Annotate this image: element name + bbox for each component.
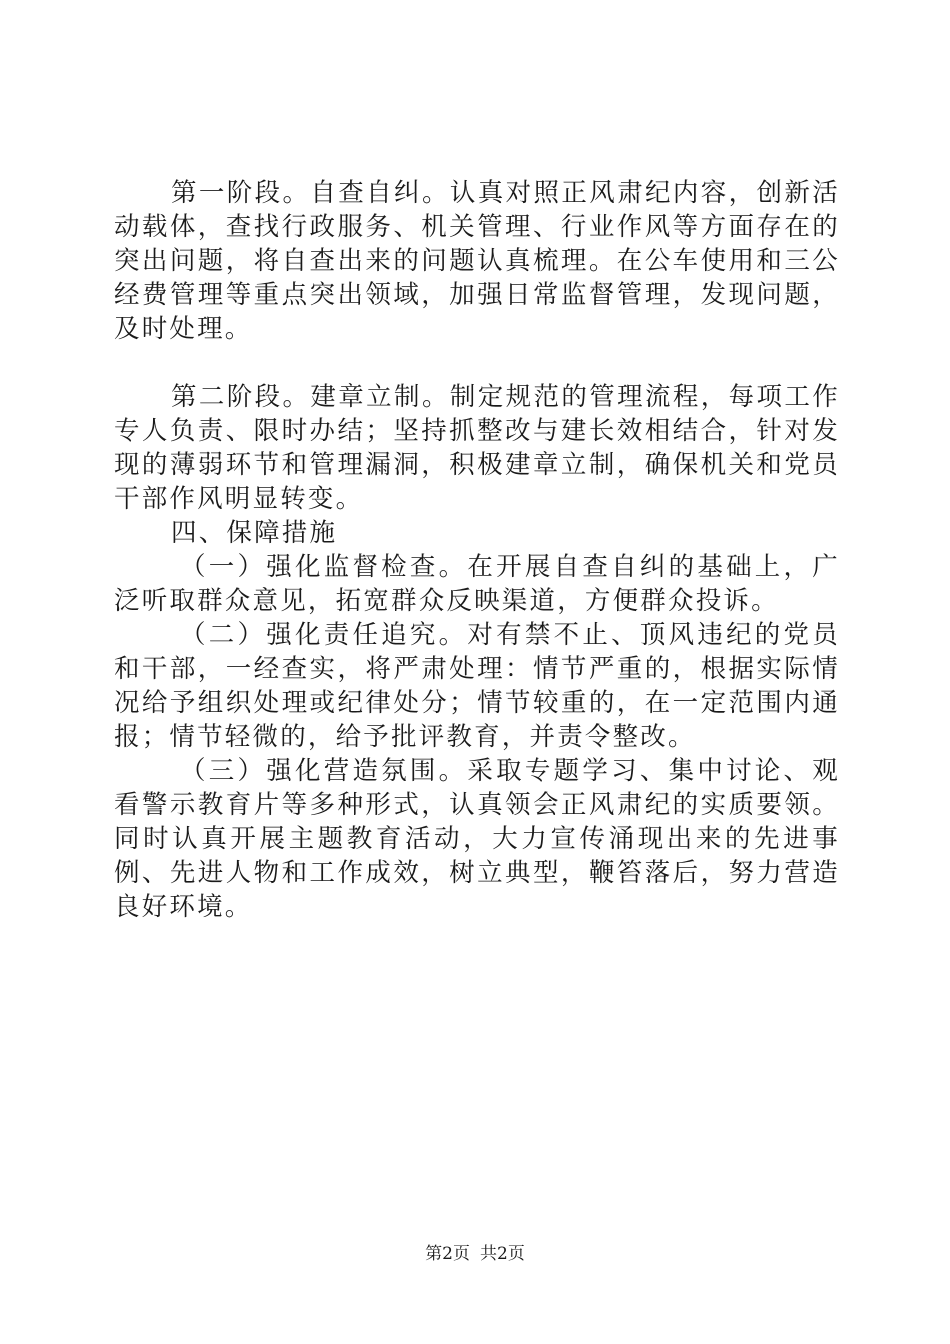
paragraph-stage-one: 第一阶段。自查自纠。认真对照正风肃纪内容，创新活动载体，查找行政服务、机关管理、行业作风等方面存在的突出问题，将自查出来的问题认真梳理。在公车使用和三公经费管理等重点突出领域，加强日常监督管理，发现问题，及时处理。 (114, 178, 840, 344)
paragraph-measure-one: （一）强化监督检查。在开展自查自纠的基础上，广泛听取群众意见，拓宽群众反映渠道，方便群众投诉。 (114, 552, 840, 616)
paragraph-measure-two: （二）强化责任追究。对有禁不止、顶风违纪的党员和干部，一经查实，将严肃处理：情节严重的，根据实际情况给予组织处理或纪律处分；情节较重的，在一定范围内通报；情节轻微的，给予批评教育，并责令整改。 (114, 620, 840, 752)
section-heading-safeguards: 四、保障措施 (171, 518, 338, 548)
document-body (114, 176, 840, 924)
page-number-total: 共2页 (480, 1244, 525, 1264)
paragraph-measure-three: （三）强化营造氛围。采取专题学习、集中讨论、观看警示教育片等多种形式，认真领会正风肃纪的实质要领。同时认真开展主题教育活动，大力宣传涌现出来的先进事例、先进人物和工作成效，树立典型，鞭笞落后，努力营造良好环境。 (114, 756, 840, 922)
paragraph-stage-two: 第二阶段。建章立制。制定规范的管理流程，每项工作专人负责、限时办结；坚持抓整改与建长效相结合，针对发现的薄弱环节和管理漏洞，积极建章立制，确保机关和党员干部作风明显转变。 (114, 382, 840, 514)
page-footer (0, 1242, 950, 1266)
page-number-current: 第2页 (425, 1244, 470, 1264)
